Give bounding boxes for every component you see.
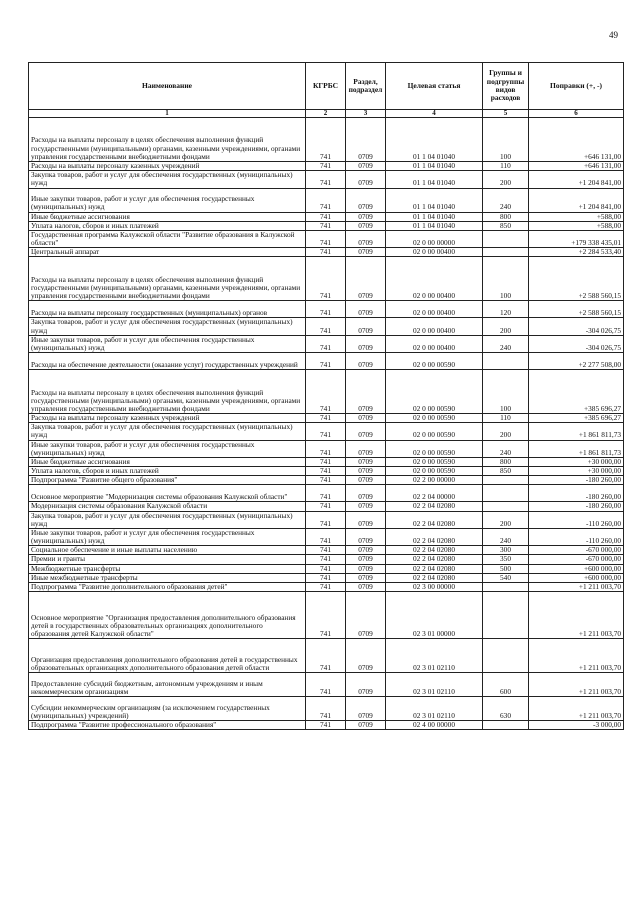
- table-row: [29, 502, 624, 511]
- row-amount-cell: +1 204 841,00: [529, 171, 624, 188]
- row-kgrbs-cell: 741: [306, 555, 346, 564]
- row-group-cell: [483, 476, 529, 485]
- row-group-cell: [483, 485, 529, 502]
- table-row: [29, 248, 624, 257]
- row-kgrbs-cell: 741: [306, 370, 346, 414]
- row-target-cell: 01 1 04 01040: [386, 212, 483, 221]
- row-name-cell: Закупка товаров, работ и услуг для обеспечения государственных (муниципальных) нужд: [29, 511, 306, 528]
- row-section-cell: 0709: [346, 248, 386, 257]
- row-amount-cell: -180 260,00: [529, 502, 624, 511]
- header-section: Раздел, подраздел: [346, 63, 386, 110]
- row-group-cell: [483, 721, 529, 730]
- row-target-cell: 01 1 04 01040: [386, 118, 483, 162]
- table-row: [29, 221, 624, 230]
- table-row: [29, 171, 624, 188]
- row-group-cell: [483, 502, 529, 511]
- table-row: [29, 555, 624, 564]
- table-row: [29, 528, 624, 545]
- row-name-cell: Премии и гранты: [29, 555, 306, 564]
- table-row: [29, 230, 624, 247]
- header-group: Группы и подгруппы видов расходов: [483, 63, 529, 110]
- row-group-cell: 630: [483, 697, 529, 721]
- row-amount-cell: +1 211 003,70: [529, 592, 624, 639]
- row-kgrbs-cell: 741: [306, 485, 346, 502]
- row-group-cell: 850: [483, 221, 529, 230]
- table-row: [29, 335, 624, 352]
- table-row: [29, 188, 624, 212]
- row-kgrbs-cell: 741: [306, 476, 346, 485]
- row-kgrbs-cell: 741: [306, 582, 346, 591]
- row-section-cell: 0709: [346, 162, 386, 171]
- row-target-cell: 02 3 01 02110: [386, 639, 483, 673]
- row-kgrbs-cell: 741: [306, 212, 346, 221]
- page-number: 49: [609, 30, 618, 40]
- row-group-cell: 850: [483, 467, 529, 476]
- row-name-cell: Расходы на выплаты персоналу казенных учреждений: [29, 414, 306, 423]
- row-kgrbs-cell: 741: [306, 414, 346, 423]
- row-kgrbs-cell: 741: [306, 353, 346, 370]
- row-kgrbs-cell: 741: [306, 673, 346, 697]
- row-group-cell: 300: [483, 546, 529, 555]
- row-group-cell: 120: [483, 301, 529, 318]
- row-target-cell: 02 0 00 00400: [386, 335, 483, 352]
- table-row: [29, 511, 624, 528]
- row-group-cell: 100: [483, 257, 529, 301]
- row-amount-cell: +1 861 811,73: [529, 440, 624, 457]
- row-target-cell: 01 1 04 01040: [386, 162, 483, 171]
- row-section-cell: 0709: [346, 440, 386, 457]
- row-kgrbs-cell: 741: [306, 423, 346, 440]
- row-kgrbs-cell: 741: [306, 639, 346, 673]
- row-name-cell: Расходы на выплаты персоналу казенных учреждений: [29, 162, 306, 171]
- row-amount-cell: +30 000,00: [529, 467, 624, 476]
- table-row: [29, 257, 624, 301]
- row-kgrbs-cell: 741: [306, 230, 346, 247]
- row-target-cell: 02 0 00 00400: [386, 248, 483, 257]
- row-section-cell: 0709: [346, 414, 386, 423]
- row-target-cell: 02 0 00 00590: [386, 440, 483, 457]
- table-row: [29, 639, 624, 673]
- row-amount-cell: -180 260,00: [529, 485, 624, 502]
- table-row: [29, 370, 624, 414]
- row-group-cell: [483, 230, 529, 247]
- row-section-cell: 0709: [346, 564, 386, 573]
- table-row: [29, 721, 624, 730]
- row-section-cell: 0709: [346, 301, 386, 318]
- row-kgrbs-cell: 741: [306, 502, 346, 511]
- row-amount-cell: +600 000,00: [529, 564, 624, 573]
- row-amount-cell: -110 260,00: [529, 511, 624, 528]
- row-amount-cell: +646 131,00: [529, 118, 624, 162]
- row-section-cell: 0709: [346, 721, 386, 730]
- row-kgrbs-cell: 741: [306, 697, 346, 721]
- col-number: 1: [29, 110, 306, 118]
- row-amount-cell: +1 211 003,70: [529, 639, 624, 673]
- row-target-cell: 02 0 00 00400: [386, 257, 483, 301]
- row-group-cell: [483, 592, 529, 639]
- row-section-cell: 0709: [346, 212, 386, 221]
- row-group-cell: [483, 639, 529, 673]
- row-name-cell: Иные закупки товаров, работ и услуг для обеспечения государственных (муниципальных) нужд: [29, 188, 306, 212]
- row-name-cell: Иные закупки товаров, работ и услуг для обеспечения государственных (муниципальных) нужд: [29, 528, 306, 545]
- table-row: [29, 697, 624, 721]
- row-target-cell: 02 0 00 00590: [386, 370, 483, 414]
- row-kgrbs-cell: 741: [306, 318, 346, 335]
- row-kgrbs-cell: 741: [306, 573, 346, 582]
- row-section-cell: 0709: [346, 171, 386, 188]
- row-kgrbs-cell: 741: [306, 528, 346, 545]
- row-amount-cell: +1 204 841,00: [529, 188, 624, 212]
- row-group-cell: 240: [483, 528, 529, 545]
- row-section-cell: 0709: [346, 476, 386, 485]
- row-name-cell: Уплата налогов, сборов и иных платежей: [29, 221, 306, 230]
- row-kgrbs-cell: 741: [306, 721, 346, 730]
- row-kgrbs-cell: 741: [306, 248, 346, 257]
- row-name-cell: Иные бюджетные ассигнования: [29, 457, 306, 466]
- row-name-cell: Иные закупки товаров, работ и услуг для обеспечения государственных (муниципальных) нужд: [29, 335, 306, 352]
- row-target-cell: 01 1 04 01040: [386, 188, 483, 212]
- row-target-cell: 02 4 00 00000: [386, 721, 483, 730]
- row-group-cell: 110: [483, 414, 529, 423]
- row-target-cell: 02 2 04 02080: [386, 546, 483, 555]
- row-group-cell: [483, 248, 529, 257]
- row-name-cell: Подпрограмма "Развитие профессионального образования": [29, 721, 306, 730]
- table-row: [29, 118, 624, 162]
- row-target-cell: 02 2 04 00000: [386, 485, 483, 502]
- row-group-cell: 200: [483, 171, 529, 188]
- row-kgrbs-cell: 741: [306, 467, 346, 476]
- row-kgrbs-cell: 741: [306, 301, 346, 318]
- table-row: [29, 673, 624, 697]
- row-amount-cell: +646 131,00: [529, 162, 624, 171]
- table-header-row: [29, 63, 624, 110]
- row-amount-cell: -304 026,75: [529, 335, 624, 352]
- row-section-cell: 0709: [346, 573, 386, 582]
- row-kgrbs-cell: 741: [306, 564, 346, 573]
- row-name-cell: Модернизация системы образования Калужской области: [29, 502, 306, 511]
- row-section-cell: 0709: [346, 502, 386, 511]
- col-number: 4: [386, 110, 483, 118]
- row-group-cell: 350: [483, 555, 529, 564]
- row-target-cell: 02 2 04 02080: [386, 555, 483, 564]
- row-group-cell: 500: [483, 564, 529, 573]
- table-row: [29, 353, 624, 370]
- row-target-cell: 02 2 04 02080: [386, 528, 483, 545]
- row-group-cell: 200: [483, 511, 529, 528]
- budget-amendments-table: [28, 62, 624, 730]
- row-kgrbs-cell: 741: [306, 592, 346, 639]
- row-section-cell: 0709: [346, 467, 386, 476]
- row-kgrbs-cell: 741: [306, 457, 346, 466]
- row-section-cell: 0709: [346, 423, 386, 440]
- row-name-cell: Подпрограмма "Развитие дополнительного образования детей": [29, 582, 306, 591]
- row-amount-cell: -180 260,00: [529, 476, 624, 485]
- row-target-cell: 02 2 04 02080: [386, 564, 483, 573]
- row-section-cell: 0709: [346, 335, 386, 352]
- row-target-cell: 01 1 04 01040: [386, 171, 483, 188]
- row-section-cell: 0709: [346, 673, 386, 697]
- table-row: [29, 301, 624, 318]
- column-number-row: [29, 110, 624, 118]
- row-group-cell: 110: [483, 162, 529, 171]
- row-section-cell: 0709: [346, 555, 386, 564]
- row-section-cell: 0709: [346, 370, 386, 414]
- row-section-cell: 0709: [346, 188, 386, 212]
- col-number: 3: [346, 110, 386, 118]
- row-name-cell: Расходы на обеспечение деятельности (оказание услуг) государственных учреждений: [29, 353, 306, 370]
- row-target-cell: 02 0 00 00000: [386, 230, 483, 247]
- row-group-cell: 100: [483, 118, 529, 162]
- row-section-cell: 0709: [346, 511, 386, 528]
- row-group-cell: 100: [483, 370, 529, 414]
- row-group-cell: 240: [483, 440, 529, 457]
- row-kgrbs-cell: 741: [306, 257, 346, 301]
- row-name-cell: Государственная программа Калужской области "Развитие образования в Калужской области": [29, 230, 306, 247]
- row-target-cell: 02 0 00 00590: [386, 467, 483, 476]
- row-target-cell: 02 3 00 00000: [386, 582, 483, 591]
- row-name-cell: Закупка товаров, работ и услуг для обеспечения государственных (муниципальных) нужд: [29, 423, 306, 440]
- row-target-cell: 02 0 00 00400: [386, 318, 483, 335]
- table-row: [29, 212, 624, 221]
- row-target-cell: 02 2 04 02080: [386, 511, 483, 528]
- row-name-cell: Закупка товаров, работ и услуг для обеспечения государственных (муниципальных) нужд: [29, 318, 306, 335]
- row-amount-cell: +600 000,00: [529, 573, 624, 582]
- row-amount-cell: +1 211 003,70: [529, 697, 624, 721]
- row-amount-cell: +179 338 435,01: [529, 230, 624, 247]
- row-group-cell: 240: [483, 188, 529, 212]
- row-amount-cell: -304 026,75: [529, 318, 624, 335]
- row-kgrbs-cell: 741: [306, 335, 346, 352]
- header-name: Наименование: [29, 63, 306, 110]
- header-target: Целевая статья: [386, 63, 483, 110]
- header-amendments: Поправки (+, -): [529, 63, 624, 110]
- row-section-cell: 0709: [346, 697, 386, 721]
- table-row: [29, 476, 624, 485]
- row-name-cell: Предоставление субсидий бюджетным, автономным учреждениям и иным некоммерческим организациям: [29, 673, 306, 697]
- row-section-cell: 0709: [346, 457, 386, 466]
- row-group-cell: 200: [483, 423, 529, 440]
- row-target-cell: 02 2 04 02080: [386, 573, 483, 582]
- row-section-cell: 0709: [346, 485, 386, 502]
- row-section-cell: 0709: [346, 118, 386, 162]
- row-name-cell: Иные бюджетные ассигнования: [29, 212, 306, 221]
- row-target-cell: 02 3 01 02110: [386, 673, 483, 697]
- row-target-cell: 02 3 01 00000: [386, 592, 483, 639]
- col-number: 5: [483, 110, 529, 118]
- table-row: [29, 592, 624, 639]
- row-section-cell: 0709: [346, 546, 386, 555]
- row-name-cell: Центральный аппарат: [29, 248, 306, 257]
- row-kgrbs-cell: 741: [306, 440, 346, 457]
- row-target-cell: 02 0 00 00400: [386, 301, 483, 318]
- row-name-cell: Межбюджетные трансферты: [29, 564, 306, 573]
- row-amount-cell: -670 000,00: [529, 555, 624, 564]
- table-row: [29, 582, 624, 591]
- row-name-cell: Закупка товаров, работ и услуг для обеспечения государственных (муниципальных) нужд: [29, 171, 306, 188]
- row-name-cell: Организация предоставления дополнительного образования детей в государственных образовательных организациях дополнительного образования детей области: [29, 639, 306, 673]
- row-amount-cell: -670 000,00: [529, 546, 624, 555]
- row-kgrbs-cell: 741: [306, 118, 346, 162]
- table-row: [29, 318, 624, 335]
- row-name-cell: Расходы на выплаты персоналу в целях обеспечения выполнения функций государственными (муниципальными) органами, казенными учреждениями, органами управления государственными внебюджетными фондами: [29, 118, 306, 162]
- row-amount-cell: +30 000,00: [529, 457, 624, 466]
- row-kgrbs-cell: 741: [306, 171, 346, 188]
- row-target-cell: 02 2 00 00000: [386, 476, 483, 485]
- row-amount-cell: +2 277 508,00: [529, 353, 624, 370]
- row-amount-cell: +2 588 560,15: [529, 257, 624, 301]
- row-amount-cell: +385 696,27: [529, 370, 624, 414]
- row-amount-cell: +1 211 003,70: [529, 673, 624, 697]
- row-section-cell: 0709: [346, 592, 386, 639]
- row-group-cell: 800: [483, 212, 529, 221]
- col-number: 2: [306, 110, 346, 118]
- row-name-cell: Уплата налогов, сборов и иных платежей: [29, 467, 306, 476]
- row-name-cell: Субсидии некоммерческим организациям (за исключением государственных (муниципальных) учреждений): [29, 697, 306, 721]
- row-section-cell: 0709: [346, 318, 386, 335]
- row-amount-cell: +1 861 811,73: [529, 423, 624, 440]
- row-amount-cell: -3 000,00: [529, 721, 624, 730]
- row-amount-cell: +2 588 560,15: [529, 301, 624, 318]
- table-row: [29, 564, 624, 573]
- row-target-cell: 02 0 00 00590: [386, 457, 483, 466]
- row-group-cell: [483, 582, 529, 591]
- row-kgrbs-cell: 741: [306, 511, 346, 528]
- row-name-cell: Подпрограмма "Развитие общего образования": [29, 476, 306, 485]
- row-group-cell: [483, 353, 529, 370]
- row-amount-cell: +385 696,27: [529, 414, 624, 423]
- row-kgrbs-cell: 741: [306, 188, 346, 212]
- row-section-cell: 0709: [346, 257, 386, 301]
- row-section-cell: 0709: [346, 582, 386, 591]
- row-amount-cell: -110 260,00: [529, 528, 624, 545]
- row-section-cell: 0709: [346, 230, 386, 247]
- row-kgrbs-cell: 741: [306, 162, 346, 171]
- row-group-cell: 800: [483, 457, 529, 466]
- table-row: [29, 423, 624, 440]
- row-kgrbs-cell: 741: [306, 221, 346, 230]
- row-amount-cell: +588,00: [529, 212, 624, 221]
- row-section-cell: 0709: [346, 528, 386, 545]
- row-target-cell: 01 1 04 01040: [386, 221, 483, 230]
- row-name-cell: Социальное обеспечение и иные выплаты населению: [29, 546, 306, 555]
- row-amount-cell: +1 211 003,70: [529, 582, 624, 591]
- row-target-cell: 02 0 00 00590: [386, 414, 483, 423]
- row-group-cell: 240: [483, 335, 529, 352]
- header-kgrbs: КГРБС: [306, 63, 346, 110]
- row-group-cell: 600: [483, 673, 529, 697]
- row-name-cell: Расходы на выплаты персоналу в целях обеспечения выполнения функций государственными (муниципальными) органами, казенными учреждениями, органами управления государственными внебюджетными фондами: [29, 257, 306, 301]
- row-group-cell: 200: [483, 318, 529, 335]
- row-name-cell: Расходы на выплаты персоналу государственных (муниципальных) органов: [29, 301, 306, 318]
- row-section-cell: 0709: [346, 221, 386, 230]
- row-kgrbs-cell: 741: [306, 546, 346, 555]
- row-section-cell: 0709: [346, 639, 386, 673]
- row-target-cell: 02 0 00 00590: [386, 353, 483, 370]
- row-name-cell: Расходы на выплаты персоналу в целях обеспечения выполнения функций государственными (муниципальными) органами, казенными учреждениями, органами управления государственными внебюджетными фондами: [29, 370, 306, 414]
- row-name-cell: Иные межбюджетные трансферты: [29, 573, 306, 582]
- col-number: 6: [529, 110, 624, 118]
- row-amount-cell: +588,00: [529, 221, 624, 230]
- row-target-cell: 02 0 00 00590: [386, 423, 483, 440]
- table-row: [29, 485, 624, 502]
- row-target-cell: 02 3 01 02110: [386, 697, 483, 721]
- table-row: [29, 440, 624, 457]
- row-group-cell: 540: [483, 573, 529, 582]
- row-section-cell: 0709: [346, 353, 386, 370]
- row-name-cell: Основное мероприятие "Модернизация системы образования Калужской области": [29, 485, 306, 502]
- row-amount-cell: +2 284 533,40: [529, 248, 624, 257]
- row-target-cell: 02 2 04 02080: [386, 502, 483, 511]
- row-name-cell: Основное мероприятие "Организация предоставления дополнительного образования детей в государственных образовательных организациях дополнительного образования детей Калужской области": [29, 592, 306, 639]
- row-name-cell: Иные закупки товаров, работ и услуг для обеспечения государственных (муниципальных) нужд: [29, 440, 306, 457]
